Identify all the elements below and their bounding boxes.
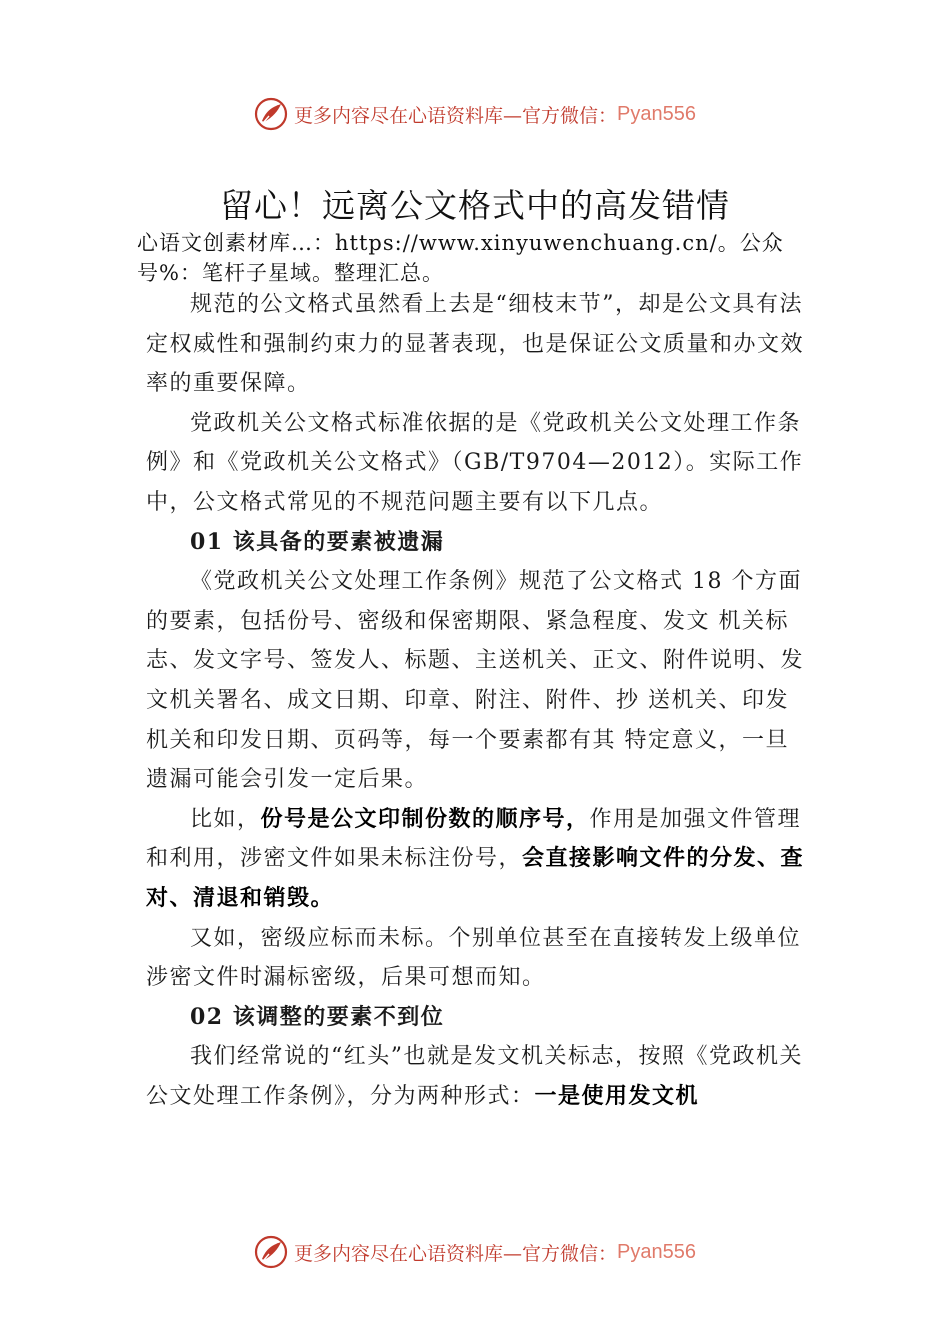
section-heading-2: 02 该调整的要素不到位 xyxy=(190,1003,445,1030)
p6-text-a: 我们经常说的“红头”也就是发文机关标志，按照《党政机关公文处理工作条例》，分为两种形式： xyxy=(146,1044,803,1109)
banner-text: 更多内容尽在心语资料库—官方微信： xyxy=(294,1242,618,1265)
p4-bold-d: 会直接影响文件的分发、查对、清退和销毁。 xyxy=(146,845,805,911)
footer-banner xyxy=(0,1232,950,1272)
paragraph-1: 规范的公文格式虽然看上去是“细枝末节”，却是公文具有法定权威性和强制约束力的显著表现，也是保证公文质量和办文效率的重要保障。 xyxy=(146,292,805,397)
p4-bold-b: 份号是公文印制份数的顺序号， xyxy=(260,805,590,832)
banner-contact: Pyan556 xyxy=(617,1240,696,1263)
p4-text-a: 比如， xyxy=(190,806,261,832)
paragraph-6 xyxy=(146,1037,812,1116)
header-banner xyxy=(0,94,950,134)
banner-text: 更多内容尽在心语资料库—官方微信： xyxy=(294,104,618,127)
p4-text-c: 作用是加强文件管理和利用，涉密文件如果未标注份号， xyxy=(146,806,802,872)
source-line: 心语文创素材库…：https://www.xinyuwenchuang.cn/。公众号%：笔杆子星域。整理汇总。 xyxy=(137,231,784,285)
p6-bold-b: 一是使用发文机 xyxy=(534,1082,700,1109)
document-body xyxy=(146,285,812,1116)
pen-logo-icon xyxy=(254,97,288,131)
paragraph-5: 又如，密级应标而未标。个别单位甚至在直接转发上级单位涉密文件时漏标密级，后果可想而知。 xyxy=(146,925,802,991)
banner-contact: Pyan556 xyxy=(617,102,696,125)
paragraph-2: 党政机关公文格式标准依据的是《党政机关公文处理工作条例》和《党政机关公文格式》（GB/T9704—2012）。实际工作中，公文格式常见的不规范问题主要有以下几点。 xyxy=(146,410,804,515)
document-title: 留心！远离公文格式中的高发错情 xyxy=(220,186,730,225)
paragraph-4 xyxy=(146,800,812,919)
paragraph-3: 《党政机关公文处理工作条例》规范了公文格式 18 个方面的要素，包括份号、密级和保密期限、紧急程度、发文 机关标志、发文字号、签发人、标题、主送机关、正文、附件说明、发文机关署名、成文日期、印章、附注、附件、抄 送机关、印发机关和印发日期、页码等，每一个要素都有其 特定意义，一旦遗漏可能会引发一定后果。 xyxy=(146,569,805,793)
section-heading-1: 01 该具备的要素被遗漏 xyxy=(190,528,445,555)
pen-logo-icon xyxy=(254,1235,288,1269)
